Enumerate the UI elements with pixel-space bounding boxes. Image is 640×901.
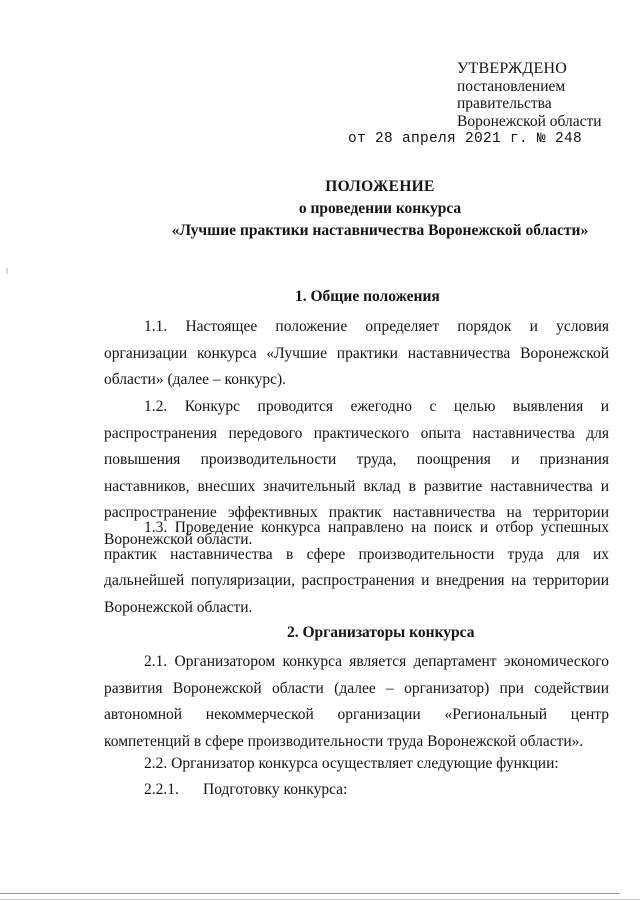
document-subtitle-2: «Лучшие практики наставничества Воронежской области» [171, 222, 589, 239]
section-2-heading: 2. Организаторы конкурса [287, 624, 475, 641]
approval-line-3: Воронежской области [457, 112, 602, 130]
scan-margin-mark [6, 268, 8, 274]
document-subtitle-1: о проведении конкурса [298, 200, 462, 217]
document-title: ПОЛОЖЕНИЕ [325, 178, 435, 195]
paragraph-1-2: 1.2. Конкурс проводится ежегодно с целью выявления и распространения передового практического опыта наставничества для повышения производительности труда, поощрения и признания наставников, внесших значительный вклад в развитие наставничества и распространение эффективных практик наставничества на территории Воронежской области. [104, 398, 609, 548]
approval-line-2: правительства [457, 95, 552, 112]
paragraph-2-2-1-text: Подготовку конкурса: [203, 781, 348, 798]
document-title-block [0, 176, 640, 242]
paragraph-1-3: 1.3. Проведение конкурса направлено на поиск и отбор успешных практик наставничества в сфере производительности труда для их дальнейшей популяризации, распространения и внедрения на территории Воронежской области. [104, 519, 609, 616]
approval-stamp [457, 60, 602, 130]
paragraph-2-2: 2.2. Организатор конкурса осуществляет следующие функции: [144, 755, 559, 772]
section-1-heading: 1. Общие положения [295, 288, 440, 305]
approval-line-1: постановлением [457, 77, 566, 95]
scan-edge-line-lower [0, 899, 640, 900]
approval-title: УТВЕРЖДЕНО [457, 60, 568, 77]
paragraph-2-1: 2.1. Организатором конкурса является департамент экономического развития Воронежской области (далее – организатор) при содействии автономной некоммерческой организации «Региональный центр компетенций в сфере производительности труда Воронежской области». [104, 653, 609, 750]
approval-date: от 28 апреля 2021 г. № 248 [348, 131, 583, 147]
paragraph-2-2-1-number: 2.2.1. [144, 781, 179, 798]
scan-edge-line [0, 893, 620, 894]
paragraph-1-1: 1.1. Настоящее положение определяет порядок и условия организации конкурса «Лучшие практики наставничества Воронежской области» (далее – конкурс). [104, 318, 609, 388]
